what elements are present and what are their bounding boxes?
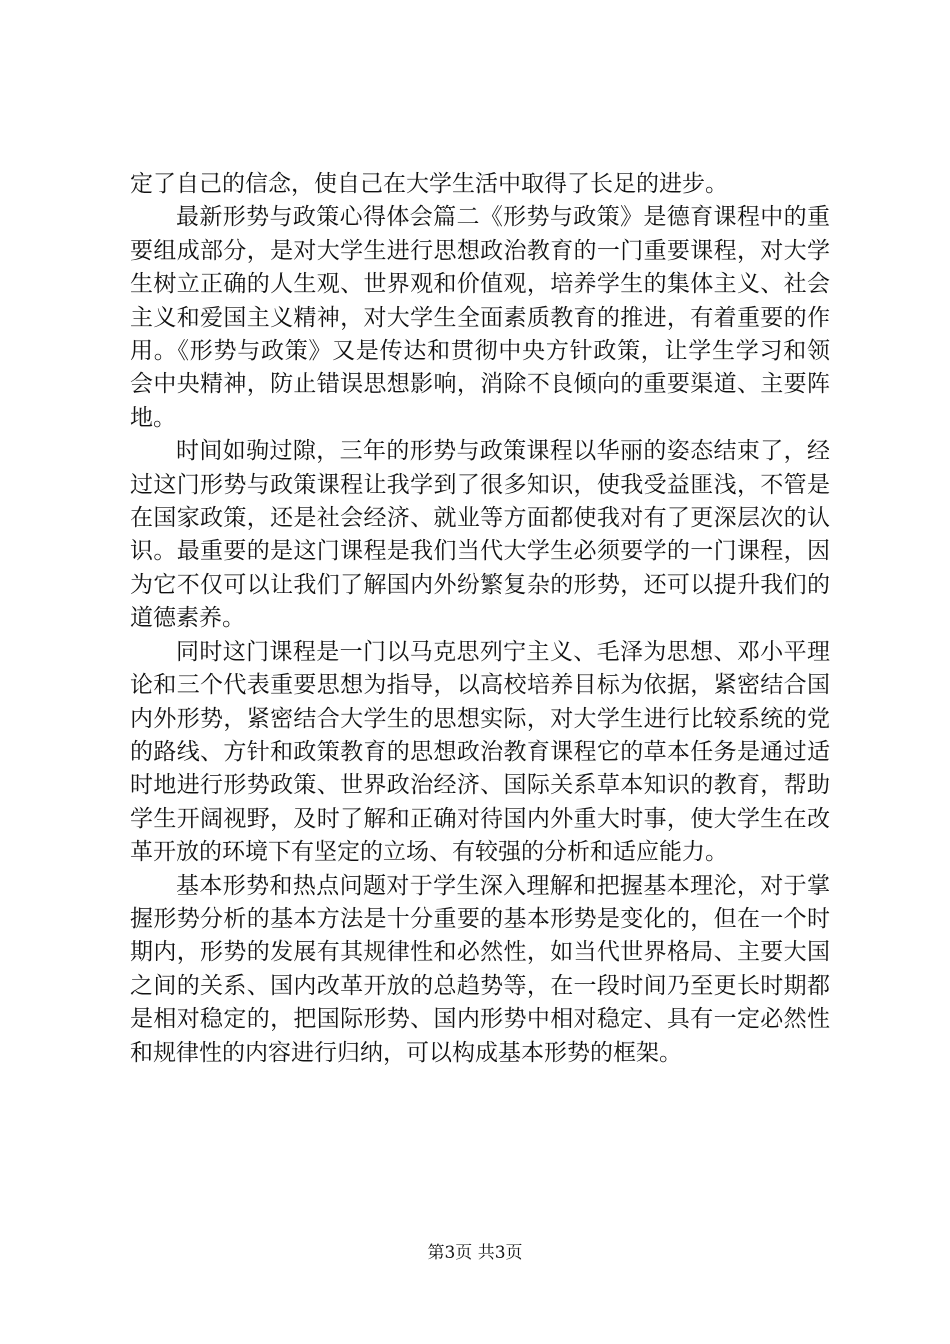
paragraph-reflection: 时间如驹过隙，三年的形势与政策课程以华丽的姿态结束了，经过这门形势与政策课程让我学到了很多知识，使我受益匪浅，不管是在国家政策，还是社会经济、就业等方面都使我对有了更深层次的认识。最重要的是这门课程是我们当代大学生必须要学的一门课程，因为它不仅可以让我们了解国内外纷繁复杂的形势，还可以提升我们的道德素养。 — [130, 438, 830, 632]
paragraph-intro: 最新形势与政策心得体会篇二《形势与政策》是德育课程中的重要组成部分，是对大学生进行思想政治教育的一门重要课程，对大学生树立正确的人生观、世界观和价值观，培养学生的集体主义、社会主义和爱国主义精神，对大学生全面素质教育的推进，有着重要的作用。《形势与政策》又是传达和贯彻中央方针政策，让学生学习和领会中央精神，防止错误思想影响，消除不良倾向的重要渠道、主要阵地。 — [130, 204, 830, 431]
paragraph-continuation: 定了自己的信念，使自己在大学生活中取得了长足的进步。 — [130, 171, 728, 197]
paragraph-course-description: 同时这门课程是一门以马克思列宁主义、毛泽为思想、邓小平理论和三个代表重要思想为指导，以高校培养目标为依据，紧密结合国内外形势，紧密结合大学生的思想实际，对大学生进行比较系统的党的路线、方针和政策教育的思想政治教育课程它的草本任务是通过适时地进行形势政策、世界政治经济、国际关系草本知识的教育，帮助学生开阔视野，及时了解和正确对待国内外重大时事，使大学生在改革开放的环境下有坚定的立场、有较强的分析和适应能力。 — [130, 638, 830, 866]
document-body — [130, 168, 830, 1070]
paragraph-basic-situation: 基本形势和热点问题对于学生深入理解和把握基本理沦，对于掌握形势分析的基本方法是十分重要的基本形势是变化的，但在一个时期内，形势的发展有其规律性和必然性，如当代世界格局、主要大国之间的关系、国内改革开放的总趋势等，在一段时间乃至更长时期都是相对稳定的，把国际形势、国内形势中相对稳定、具有一定必然性和规律性的内容进行归纳，可以构成基本形势的框架。 — [130, 872, 830, 1066]
page-number-footer: 第3页 共3页 — [427, 1243, 523, 1263]
